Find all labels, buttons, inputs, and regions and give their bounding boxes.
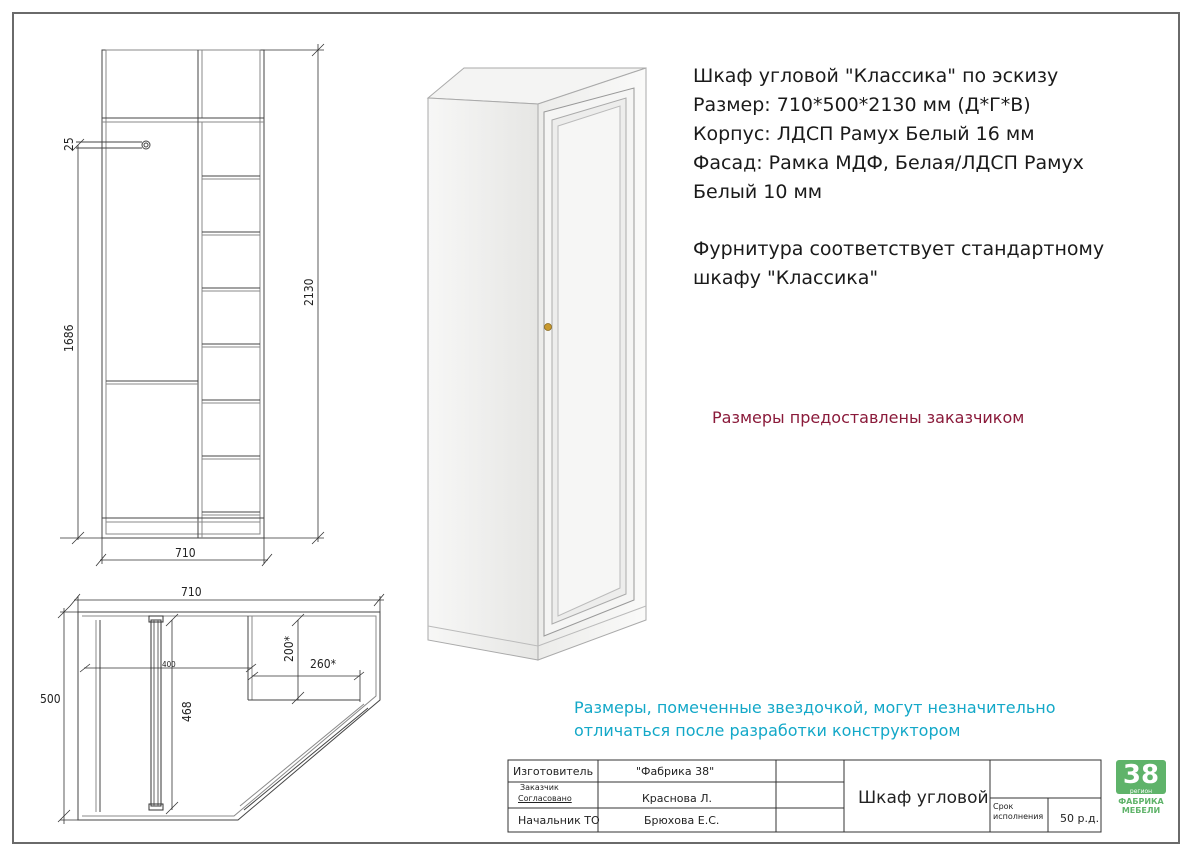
front-height-label: 2130 bbox=[302, 278, 316, 306]
rod-height-label: 1686 bbox=[62, 324, 76, 352]
description-line: Фасад: Рамка МДФ, Белая/ЛДСП Рамух bbox=[693, 152, 1084, 174]
plan-dimension-lines bbox=[58, 594, 384, 824]
title-block bbox=[508, 760, 1101, 832]
plan-width-label: 710 bbox=[181, 585, 202, 599]
wardrobe-render bbox=[428, 68, 646, 660]
logo-line: МЕБЕЛИ bbox=[1121, 806, 1161, 815]
head-value: Брюхова Е.С. bbox=[644, 814, 720, 827]
logo-region: регион bbox=[1129, 788, 1153, 795]
plan-inner-width-label: 400 bbox=[162, 660, 176, 669]
logo-line: ФАБРИКА bbox=[1118, 797, 1164, 806]
product-description bbox=[693, 62, 1104, 293]
description-line: Корпус: ЛДСП Рамух Белый 16 мм bbox=[693, 123, 1035, 145]
maker-label: Изготовитель bbox=[513, 765, 594, 778]
description-line: шкафу "Классика" bbox=[693, 267, 879, 289]
factory-logo bbox=[1114, 760, 1168, 830]
logo-number: 38 bbox=[1116, 760, 1166, 794]
description-line: Размер: 710*500*2130 мм (Д*Г*В) bbox=[693, 94, 1031, 116]
plan-shelf-depth-label: 200* bbox=[282, 636, 296, 662]
front-width-label: 710 bbox=[175, 546, 196, 560]
description-line: Фурнитура соответствует стандартному bbox=[693, 238, 1105, 260]
customer-value: Краснова Л. bbox=[642, 792, 712, 805]
plan-depth-label: 500 bbox=[40, 692, 61, 706]
customer-sizes-note: Размеры предоставлены заказчиком bbox=[712, 408, 1025, 427]
asterisk-note bbox=[574, 696, 1056, 742]
description-line: Белый 10 мм bbox=[693, 181, 823, 203]
head-label: Начальник ТО bbox=[518, 814, 600, 827]
door-knob-icon bbox=[545, 324, 552, 331]
rod-offset-label: 25 bbox=[62, 137, 76, 151]
plan-view bbox=[78, 612, 380, 820]
plan-shelf-width-label: 260* bbox=[310, 657, 336, 671]
maker-value: "Фабрика 38" bbox=[636, 765, 715, 778]
asterisk-note-line: отличаться после разработки конструктором bbox=[574, 721, 961, 740]
logo-text bbox=[1114, 797, 1168, 815]
approved-label: Согласовано bbox=[518, 794, 572, 803]
product-name: Шкаф угловой bbox=[858, 788, 989, 808]
description-line: Шкаф угловой "Классика" по эскизу bbox=[693, 65, 1059, 87]
asterisk-note-line: Размеры, помеченные звездочкой, могут незначительно bbox=[574, 698, 1056, 717]
front-view bbox=[76, 50, 264, 538]
deadline-label: исполнения bbox=[993, 812, 1044, 821]
plan-inner-depth-label: 468 bbox=[180, 701, 194, 722]
customer-label: Заказчик bbox=[520, 783, 559, 792]
deadline-label: Срок bbox=[993, 802, 1014, 811]
deadline-value: 50 р.д. bbox=[1060, 812, 1100, 825]
